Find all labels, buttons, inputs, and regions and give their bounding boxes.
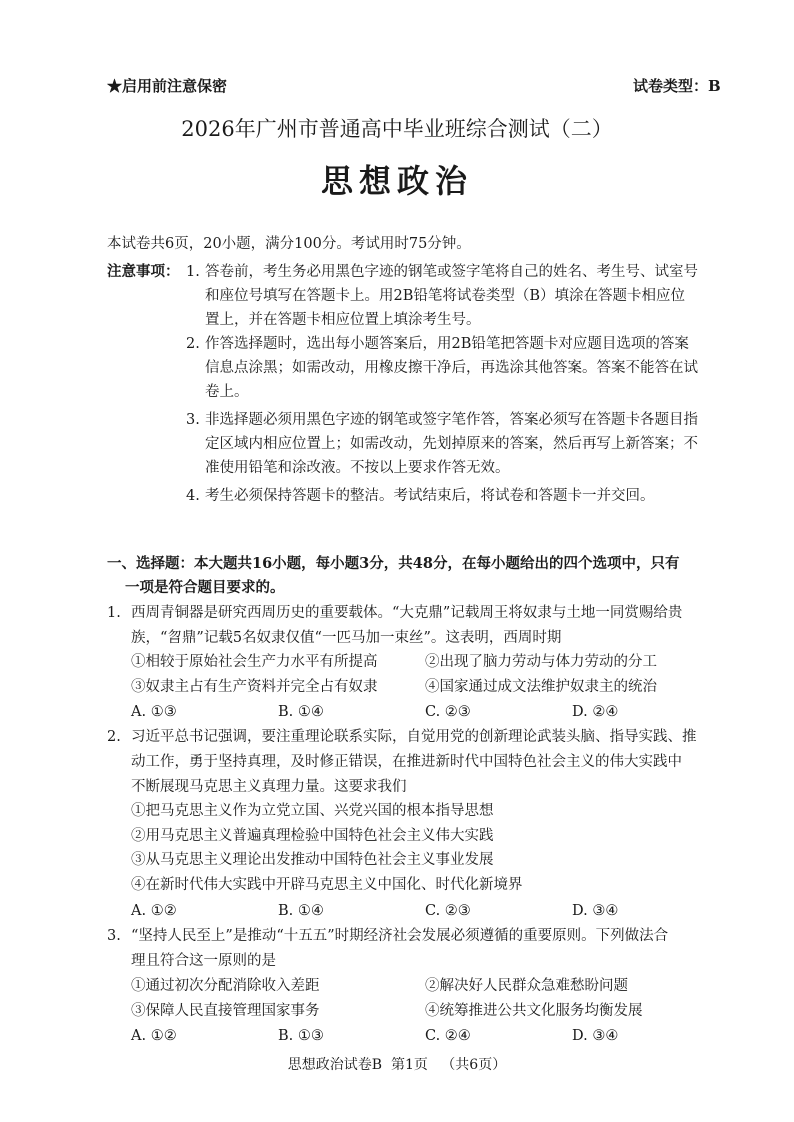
q1-num: 1. (107, 605, 121, 621)
q2-statement-1: ①把马克思主义作为立党立国、兴党兴国的根本指导思想 (131, 803, 494, 819)
q1-option-a-text: ①③ (150, 704, 177, 720)
q1-option-d[interactable] (572, 702, 618, 722)
footer-total: （共6页） (441, 1057, 507, 1073)
q2-statement-4: ④在新时代伟大实践中开辟马克思主义中国化、时代化新境界 (131, 877, 523, 893)
q2-num: 2. (107, 729, 121, 745)
q2-option-d-label: D. (572, 903, 588, 919)
q2-option-b-text: ①④ (297, 903, 324, 919)
footer-page: 第1页 (391, 1057, 428, 1073)
q3-statement-1: ①通过初次分配消除收入差距 (131, 978, 320, 994)
q2-statement-2: ②用马克思主义普遍真理检验中国特色社会主义伟大实践 (131, 828, 494, 844)
q1-stem-1: 西周青铜器是研究西周历史的重要载体。“大克鼎”记载周王将奴隶与土地一同赏赐给贵 (131, 605, 683, 621)
notes-label: 注意事项： (107, 263, 180, 280)
exam-title: 2026年广州市普通高中毕业班综合测试（二） (181, 117, 613, 141)
section-heading-line-1: 一、选择题：本大题共16小题，每小题3分，共48分，在每小题给出的四个选项中，只有 (107, 555, 680, 572)
q1-option-b-label: B. (278, 704, 294, 720)
q3-option-c-text: ②④ (444, 1028, 471, 1044)
q3-statement-4: ④统筹推进公共文化服务均衡发展 (425, 1003, 643, 1019)
note-1-line-1: 答卷前，考生务必用黑色字迹的钢笔或签字笔将自己的姓名、考生号、试室号 (205, 264, 698, 280)
q1-statement-4: ④国家通过成文法维护奴隶主的统治 (425, 679, 657, 695)
q3-option-d-text: ③④ (592, 1028, 619, 1044)
note-1-num: 1. (186, 264, 200, 280)
q2-option-a-text: ①② (150, 903, 177, 919)
note-1-line-2: 和座位号填写在答题卡上。用2B铅笔将试卷类型（B）填涂在答题卡相应位 (205, 288, 686, 304)
page-footer (0, 1054, 794, 1074)
q3-stem-2: 理且符合这一原则的是 (131, 953, 276, 969)
q2-stem-3: 不断展现马克思主义真理力量。这要求我们 (131, 779, 407, 795)
q3-option-b-text: ①③ (297, 1028, 324, 1044)
note-3-line-2: 定区域内相应位置上；如需改动，先划掉原来的答案，然后再写上新答案；不 (205, 436, 698, 452)
q1-option-a-label: A. (131, 704, 147, 720)
section-heading-line-2: 一项是符合题目要求的。 (125, 579, 285, 596)
q2-option-c-text: ②③ (444, 903, 471, 919)
q2-option-d[interactable] (572, 901, 618, 921)
q1-statement-2: ②出现了脑力劳动与体力劳动的分工 (425, 654, 657, 670)
q1-statement-1: ①相较于原始社会生产力水平有所提高 (131, 654, 378, 670)
q2-option-a-label: A. (131, 903, 147, 919)
note-3-num: 3. (186, 412, 200, 428)
q3-option-a-text: ①② (150, 1028, 177, 1044)
q3-option-a[interactable] (131, 1026, 177, 1046)
q2-option-c-label: C. (425, 903, 441, 919)
q3-option-b-label: B. (278, 1028, 294, 1044)
q2-stem-2: 动工作，勇于坚持真理，及时修正错误，在推进新时代中国特色社会主义的伟大实践中 (131, 754, 682, 770)
q1-option-b[interactable] (278, 702, 324, 722)
q1-option-b-text: ①④ (297, 704, 324, 720)
q3-stem-1: “坚持人民至上”是推动“十五五”时期经济社会发展必须遵循的重要原则。下列做法合 (131, 928, 669, 944)
note-4-line-1: 考生必须保持答题卡的整洁。考试结束后，将试卷和答题卡一并交回。 (205, 488, 655, 504)
note-2-line-1: 作答选择题时，选出每小题答案后，用2B铅笔把答题卡对应题目选项的答案 (205, 336, 689, 352)
q1-option-a[interactable] (131, 702, 177, 722)
paper-type: 试卷类型：B (633, 77, 721, 95)
q2-statement-3: ③从马克思主义理论出发推动中国特色社会主义事业发展 (131, 852, 494, 868)
q3-option-c-label: C. (425, 1028, 441, 1044)
q3-statement-2: ②解决好人民群众急难愁盼问题 (425, 978, 628, 994)
q2-option-b[interactable] (278, 901, 324, 921)
q1-option-c-label: C. (425, 704, 441, 720)
q1-statement-3: ③奴隶主占有生产资料并完全占有奴隶 (131, 679, 378, 695)
note-2-line-3: 卷上。 (205, 384, 249, 400)
intro-text: 本试卷共6页，20小题，满分100分。考试用时75分钟。 (107, 236, 471, 252)
note-3-line-1: 非选择题必须用黑色字迹的钢笔或签字笔作答，答案必须写在答题卡各题目指 (205, 412, 698, 428)
note-4-num: 4. (186, 488, 200, 504)
q3-option-c[interactable] (425, 1026, 471, 1046)
note-2-num: 2. (186, 336, 200, 352)
q3-option-d[interactable] (572, 1026, 618, 1046)
q1-option-c-text: ②③ (444, 704, 471, 720)
subject-title: 思想政治 (320, 162, 473, 200)
q1-stem-2: 族，“曶鼎”记载5名奴隶仅值“一匹马加一束丝”。这表明，西周时期 (131, 630, 562, 646)
q3-option-a-label: A. (131, 1028, 147, 1044)
q2-option-b-label: B. (278, 903, 294, 919)
note-3-line-3: 准使用铅笔和涂改液。不按以上要求作答无效。 (205, 460, 510, 476)
q1-option-d-text: ②④ (592, 704, 619, 720)
q2-option-a[interactable] (131, 901, 177, 921)
q1-option-c[interactable] (425, 702, 471, 722)
q3-option-b[interactable] (278, 1026, 324, 1046)
q3-statement-3: ③保障人民直接管理国家事务 (131, 1003, 320, 1019)
note-1-line-3: 置上，并在答题卡相应位置上填涂考生号。 (205, 312, 481, 328)
q2-option-d-text: ③④ (592, 903, 619, 919)
q3-num: 3. (107, 928, 121, 944)
q2-stem-1: 习近平总书记强调，要注重理论联系实际，自觉用党的创新理论武装头脑、指导实践、推 (131, 729, 697, 745)
q2-option-c[interactable] (425, 901, 471, 921)
q1-option-d-label: D. (572, 704, 588, 720)
note-2-line-2: 信息点涂黑；如需改动，用橡皮擦干净后，再选涂其他答案。答案不能答在试 (205, 360, 698, 376)
footer-subject: 思想政治试卷B (287, 1057, 383, 1073)
confidential-notice: ★启用前注意保密 (107, 77, 228, 95)
q3-option-d-label: D. (572, 1028, 588, 1044)
